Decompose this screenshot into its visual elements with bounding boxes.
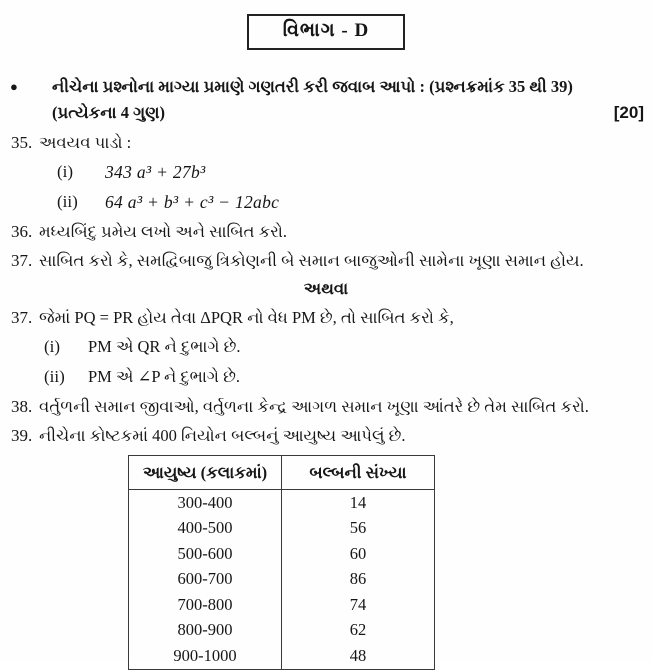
section-title: વિભાગ - D [282,20,370,41]
question-37-or-sub-i [0,332,652,362]
question-37-text: સાબિત કરો કે, સમદ્વિબાજુ ત્રિકોણની બે સમાન બાજુઓની સામેના ખૂણા સમાન હોય. [39,251,584,270]
question-35-sub-i [0,157,652,187]
instruction-text-block [52,74,652,126]
section-title-box [247,14,405,50]
question-37 [0,246,652,275]
question-35-sub-ii [0,187,652,217]
question-35-text: અવયવ પાડો : [39,133,132,152]
sub-item-text: PM એ QR ને દુભાગે છે. [88,337,241,356]
sub-item-text: PM એ ∠P ને દુભાગે છે. [88,367,240,386]
table-header-bulb-count: બલ્બની સંખ્યા [282,456,435,490]
table-header-lifetime: આયુષ્ય (કલાકમાં) [129,456,282,490]
table-row [129,618,435,644]
sub-item-formula: 343 a³ + 27b³ [105,162,206,182]
question-36-number: 36. [11,222,33,241]
table-cell-count: 60 [349,543,367,563]
table-cell-range: 800-900 [129,618,282,644]
sub-item-label: (i) [57,162,74,181]
sub-item-formula: 64 a³ + b³ + c³ − 12abc [105,192,280,212]
sub-item-label: (i) [44,337,61,356]
question-37-or-text: જેમાં PQ = PR હોય તેવા ΔPQR નો વેધ PM છે, તો સાબિત કરો કે, [39,308,454,327]
instruction-line-2: (પ્રત્યેકના 4 ગુણ) [52,103,166,122]
table-cell-count: 86 [349,569,367,589]
question-38 [0,392,652,421]
table-row [129,592,435,618]
table-row [129,490,435,516]
table-row [129,541,435,567]
question-37-number: 37. [11,251,33,270]
table-cell-range: 700-800 [129,592,282,618]
question-38-text: વર્તુળની સમાન જીવાઓ, વર્તુળના કેન્દ્ર આગળ સમાન ખૂણા આંતરે છે તેમ સાબિત કરો. [39,397,589,416]
general-instruction [0,74,652,126]
table-cell-range: 900-1000 [129,643,282,669]
question-35-number: 35. [11,133,33,152]
table-cell-count: 62 [349,620,367,640]
question-37-or-sub-ii [0,362,652,392]
table-row [129,567,435,593]
table-cell-count: 74 [349,594,367,614]
instruction-line-2-row [52,100,652,126]
question-38-number: 38. [11,397,33,416]
question-35 [0,128,652,157]
instruction-line-1: નીચેના પ્રશ્નોના માગ્યા પ્રમાણે ગણતરી કરી જવાબ આપો : (પ્રશ્નક્રમાંક 35 થી 39) [52,77,573,96]
table-cell-range: 400-500 [129,516,282,542]
table-cell-range: 600-700 [129,567,282,593]
sub-item-label: (ii) [57,192,78,211]
table-cell-count: 48 [349,645,367,665]
frequency-table [128,455,435,670]
table-cell-count: 56 [349,518,367,538]
table-cell-range: 500-600 [129,541,282,567]
or-separator: અથવા [303,279,349,298]
table-row [129,516,435,542]
table-cell-range: 300-400 [129,490,282,516]
question-37-or-number: 37. [11,308,33,327]
question-39-number: 39. [11,426,33,445]
question-39-text: નીચેના કોષ્ટકમાં 400 નિયોન બલ્બનું આયુષ્ય આપેલું છે. [39,426,406,445]
question-36-text: મધ્યબિંદુ પ્રમેય લખો અને સાબિત કરો. [39,222,288,241]
question-37-or [0,303,652,332]
total-marks: [20] [613,103,644,122]
bullet-icon: ● [10,79,18,94]
section-title-row [0,14,652,50]
sub-item-label: (ii) [44,367,65,386]
table-row [129,643,435,669]
table-header-row [129,456,435,490]
question-36 [0,217,652,246]
table-cell-count: 14 [349,492,367,512]
question-39 [0,421,652,450]
